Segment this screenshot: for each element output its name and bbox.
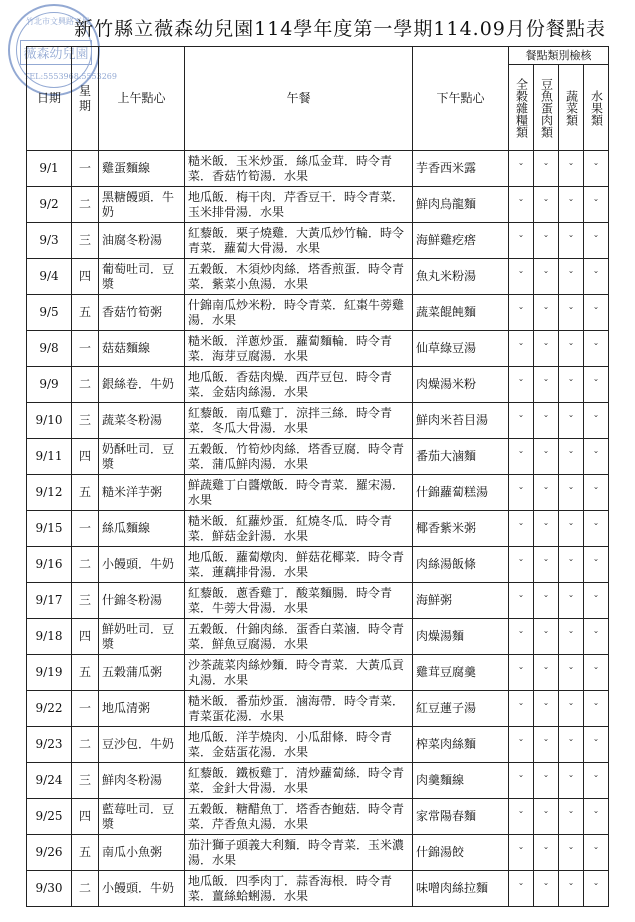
check-mark-protein: ˇ <box>534 511 559 547</box>
row-date: 9/11 <box>27 439 72 475</box>
check-mark-fruit: ˇ <box>584 763 609 799</box>
table-row <box>27 727 609 763</box>
row-lunch: 紅藜飯．鐵板雞丁．清炒蘿蔔絲．時令青菜．金針大骨湯．水果 <box>185 763 413 799</box>
row-pm-snack: 肉燥湯米粉 <box>413 367 509 403</box>
header-check-fruit: 水果類 <box>584 65 609 151</box>
check-mark-vegetable: ˇ <box>559 763 584 799</box>
check-mark-protein: ˇ <box>534 367 559 403</box>
row-date: 9/22 <box>27 691 72 727</box>
row-lunch: 紅藜飯．南瓜雞丁．涼拌三絲．時令青菜．冬瓜大骨湯．水果 <box>185 403 413 439</box>
check-mark-vegetable: ˇ <box>559 151 584 187</box>
row-weekday: 四 <box>72 439 99 475</box>
check-mark-vegetable: ˇ <box>559 619 584 655</box>
table-row <box>27 871 609 907</box>
check-mark-fruit: ˇ <box>584 295 609 331</box>
row-am-snack: 奶酥吐司．豆漿 <box>99 439 185 475</box>
row-weekday: 二 <box>72 547 99 583</box>
row-am-snack: 地瓜清粥 <box>99 691 185 727</box>
row-weekday: 三 <box>72 763 99 799</box>
row-lunch: 茄汁獅子頭義大利麵．時令青菜．玉米濃湯．水果 <box>185 835 413 871</box>
row-am-snack: 黑糖饅頭．牛奶 <box>99 187 185 223</box>
check-mark-vegetable: ˇ <box>559 547 584 583</box>
row-lunch: 糙米飯．番茄炒蛋．滷海帶．時令青菜．青菜蛋花湯．水果 <box>185 691 413 727</box>
row-pm-snack: 椰香紫米粥 <box>413 511 509 547</box>
table-row <box>27 295 609 331</box>
row-lunch: 紅藜飯．蔥香雞丁．酸菜麵腸．時令青菜．牛蒡大骨湯．水果 <box>185 583 413 619</box>
check-mark-fruit: ˇ <box>584 655 609 691</box>
row-pm-snack: 肉燥湯麵 <box>413 619 509 655</box>
check-mark-protein: ˇ <box>534 799 559 835</box>
row-date: 9/26 <box>27 835 72 871</box>
row-pm-snack: 海鮮粥 <box>413 583 509 619</box>
row-am-snack: 南瓜小魚粥 <box>99 835 185 871</box>
table-row <box>27 439 609 475</box>
row-lunch: 地瓜飯．四季肉丁．蒜香海根．時令青菜．薑絲蛤蜊湯．水果 <box>185 871 413 907</box>
row-pm-snack: 什錦蘿蔔糕湯 <box>413 475 509 511</box>
check-mark-protein: ˇ <box>534 331 559 367</box>
check-mark-fruit: ˇ <box>584 223 609 259</box>
header-pm-snack: 下午點心 <box>413 47 509 151</box>
header-date: 日期 <box>27 47 72 151</box>
row-am-snack: 豆沙包．牛奶 <box>99 727 185 763</box>
check-mark-grains: ˇ <box>509 295 534 331</box>
table-row <box>27 619 609 655</box>
check-mark-grains: ˇ <box>509 439 534 475</box>
check-mark-protein: ˇ <box>534 151 559 187</box>
check-mark-protein: ˇ <box>534 691 559 727</box>
row-am-snack: 香菇竹筍粥 <box>99 295 185 331</box>
row-date: 9/1 <box>27 151 72 187</box>
check-mark-protein: ˇ <box>534 439 559 475</box>
check-mark-protein: ˇ <box>534 187 559 223</box>
row-date: 9/17 <box>27 583 72 619</box>
check-mark-fruit: ˇ <box>584 439 609 475</box>
row-weekday: 三 <box>72 583 99 619</box>
check-mark-grains: ˇ <box>509 763 534 799</box>
header-check-grains: 全穀雜糧類 <box>509 65 534 151</box>
check-mark-vegetable: ˇ <box>559 511 584 547</box>
row-lunch: 五穀飯．糖醋魚丁．塔香杏鮑菇．時令青菜．芹香魚丸湯．水果 <box>185 799 413 835</box>
row-pm-snack: 仙草綠豆湯 <box>413 331 509 367</box>
table-row <box>27 691 609 727</box>
check-mark-grains: ˇ <box>509 475 534 511</box>
row-weekday: 三 <box>72 403 99 439</box>
header-weekday: 星期 <box>72 47 99 151</box>
table-row <box>27 151 609 187</box>
row-am-snack: 雞蛋麵線 <box>99 151 185 187</box>
table-row <box>27 799 609 835</box>
table-row <box>27 259 609 295</box>
check-mark-fruit: ˇ <box>584 727 609 763</box>
check-mark-grains: ˇ <box>509 835 534 871</box>
row-weekday: 五 <box>72 835 99 871</box>
check-mark-vegetable: ˇ <box>559 655 584 691</box>
check-mark-grains: ˇ <box>509 511 534 547</box>
check-mark-grains: ˇ <box>509 871 534 907</box>
page-title: 新竹縣立薇森幼兒園114學年度第一學期114.09月份餐點表 <box>74 18 606 40</box>
check-mark-grains: ˇ <box>509 367 534 403</box>
check-mark-vegetable: ˇ <box>559 871 584 907</box>
row-weekday: 一 <box>72 691 99 727</box>
row-pm-snack: 紅豆蓮子湯 <box>413 691 509 727</box>
table-row <box>27 331 609 367</box>
check-mark-protein: ˇ <box>534 763 559 799</box>
table-row <box>27 547 609 583</box>
table-row <box>27 475 609 511</box>
row-pm-snack: 番茄大滷麵 <box>413 439 509 475</box>
check-mark-protein: ˇ <box>534 727 559 763</box>
row-pm-snack: 海鮮雞疙瘩 <box>413 223 509 259</box>
header-am-snack: 上午點心 <box>99 47 185 151</box>
table-row <box>27 367 609 403</box>
check-mark-vegetable: ˇ <box>559 835 584 871</box>
row-date: 9/19 <box>27 655 72 691</box>
row-am-snack: 什錦冬粉湯 <box>99 583 185 619</box>
check-mark-vegetable: ˇ <box>559 295 584 331</box>
check-mark-protein: ˇ <box>534 619 559 655</box>
check-mark-fruit: ˇ <box>584 331 609 367</box>
check-mark-grains: ˇ <box>509 151 534 187</box>
check-mark-vegetable: ˇ <box>559 187 584 223</box>
check-mark-vegetable: ˇ <box>559 583 584 619</box>
check-mark-fruit: ˇ <box>584 871 609 907</box>
row-pm-snack: 肉絲湯飯條 <box>413 547 509 583</box>
row-weekday: 二 <box>72 871 99 907</box>
row-am-snack: 鮮肉冬粉湯 <box>99 763 185 799</box>
check-mark-fruit: ˇ <box>584 799 609 835</box>
row-date: 9/12 <box>27 475 72 511</box>
row-lunch: 地瓜飯．洋芋燒肉．小瓜甜條．時令青菜．金菇蛋花湯．水果 <box>185 727 413 763</box>
check-mark-grains: ˇ <box>509 187 534 223</box>
row-weekday: 五 <box>72 295 99 331</box>
check-mark-protein: ˇ <box>534 259 559 295</box>
row-pm-snack: 魚丸米粉湯 <box>413 259 509 295</box>
check-mark-vegetable: ˇ <box>559 331 584 367</box>
row-am-snack: 油腐冬粉湯 <box>99 223 185 259</box>
check-mark-vegetable: ˇ <box>559 727 584 763</box>
check-mark-grains: ˇ <box>509 403 534 439</box>
row-weekday: 一 <box>72 151 99 187</box>
row-lunch: 糙米飯．玉米炒蛋．絲瓜金茸．時令青菜．香菇竹筍湯．水果 <box>185 151 413 187</box>
check-mark-protein: ˇ <box>534 871 559 907</box>
check-mark-fruit: ˇ <box>584 547 609 583</box>
row-lunch: 地瓜飯．梅干肉．芹香豆干．時令青菜．玉米排骨湯．水果 <box>185 187 413 223</box>
row-date: 9/9 <box>27 367 72 403</box>
table-row <box>27 187 609 223</box>
table-row <box>27 763 609 799</box>
check-mark-fruit: ˇ <box>584 475 609 511</box>
row-weekday: 二 <box>72 367 99 403</box>
check-mark-fruit: ˇ <box>584 511 609 547</box>
row-weekday: 一 <box>72 331 99 367</box>
check-mark-protein: ˇ <box>534 835 559 871</box>
row-am-snack: 蔬菜冬粉湯 <box>99 403 185 439</box>
row-lunch: 地瓜飯．蘿蔔燉肉．鮮菇花椰菜．時令青菜．蓮藕排骨湯．水果 <box>185 547 413 583</box>
row-weekday: 二 <box>72 187 99 223</box>
table-row <box>27 223 609 259</box>
row-date: 9/4 <box>27 259 72 295</box>
check-mark-vegetable: ˇ <box>559 475 584 511</box>
header-check-vegetable: 蔬菜類 <box>559 65 584 151</box>
row-date: 9/24 <box>27 763 72 799</box>
row-am-snack: 葡萄吐司．豆漿 <box>99 259 185 295</box>
check-mark-protein: ˇ <box>534 547 559 583</box>
row-lunch: 糙米飯．洋蔥炒蛋．蘿蔔麵輪．時令青菜．海芽豆腐湯．水果 <box>185 331 413 367</box>
row-am-snack: 菇菇麵線 <box>99 331 185 367</box>
row-weekday: 四 <box>72 619 99 655</box>
row-am-snack: 糙米洋芋粥 <box>99 475 185 511</box>
row-date: 9/16 <box>27 547 72 583</box>
check-mark-grains: ˇ <box>509 691 534 727</box>
row-date: 9/10 <box>27 403 72 439</box>
row-am-snack: 藍莓吐司．豆漿 <box>99 799 185 835</box>
check-mark-protein: ˇ <box>534 295 559 331</box>
row-date: 9/15 <box>27 511 72 547</box>
check-mark-grains: ˇ <box>509 259 534 295</box>
check-mark-vegetable: ˇ <box>559 691 584 727</box>
row-weekday: 四 <box>72 799 99 835</box>
seal-school-name: 薇森幼兒園 <box>20 40 92 65</box>
check-mark-protein: ˇ <box>534 223 559 259</box>
check-mark-grains: ˇ <box>509 727 534 763</box>
row-pm-snack: 榨菜肉絲麵 <box>413 727 509 763</box>
row-pm-snack: 雞茸豆腐羹 <box>413 655 509 691</box>
row-weekday: 四 <box>72 259 99 295</box>
row-pm-snack: 鮮肉烏龍麵 <box>413 187 509 223</box>
check-mark-fruit: ˇ <box>584 367 609 403</box>
table-row <box>27 403 609 439</box>
row-pm-snack: 鮮肉米苔目湯 <box>413 403 509 439</box>
check-mark-vegetable: ˇ <box>559 367 584 403</box>
check-mark-fruit: ˇ <box>584 619 609 655</box>
check-mark-vegetable: ˇ <box>559 259 584 295</box>
row-weekday: 三 <box>72 223 99 259</box>
table-row <box>27 511 609 547</box>
row-lunch: 鮮蔬雞丁白醬燉飯．時令青菜．羅宋湯．水果 <box>185 475 413 511</box>
check-mark-protein: ˇ <box>534 403 559 439</box>
row-lunch: 沙茶蔬菜肉絲炒麵．時令青菜．大黃瓜貢丸湯．水果 <box>185 655 413 691</box>
row-date: 9/2 <box>27 187 72 223</box>
row-lunch: 地瓜飯．香菇肉燥．西芹豆包．時令青菜．金菇肉絲湯．水果 <box>185 367 413 403</box>
row-date: 9/8 <box>27 331 72 367</box>
row-weekday: 二 <box>72 727 99 763</box>
check-mark-fruit: ˇ <box>584 403 609 439</box>
table-row <box>27 655 609 691</box>
meal-schedule-table <box>26 46 609 907</box>
check-mark-fruit: ˇ <box>584 151 609 187</box>
check-mark-grains: ˇ <box>509 799 534 835</box>
row-pm-snack: 家常陽春麵 <box>413 799 509 835</box>
row-weekday: 五 <box>72 655 99 691</box>
check-mark-fruit: ˇ <box>584 187 609 223</box>
check-mark-vegetable: ˇ <box>559 403 584 439</box>
check-mark-fruit: ˇ <box>584 835 609 871</box>
row-am-snack: 鮮奶吐司．豆漿 <box>99 619 185 655</box>
row-pm-snack: 蔬菜餛飩麵 <box>413 295 509 331</box>
row-pm-snack: 味噌肉絲拉麵 <box>413 871 509 907</box>
row-pm-snack: 芋香西米露 <box>413 151 509 187</box>
check-mark-grains: ˇ <box>509 547 534 583</box>
row-date: 9/3 <box>27 223 72 259</box>
row-am-snack: 小饅頭．牛奶 <box>99 871 185 907</box>
row-date: 9/23 <box>27 727 72 763</box>
row-date: 9/25 <box>27 799 72 835</box>
row-am-snack: 五穀蒲瓜粥 <box>99 655 185 691</box>
seal-address: 竹北市文興路五段 <box>26 17 90 26</box>
row-am-snack: 小饅頭．牛奶 <box>99 547 185 583</box>
row-date: 9/5 <box>27 295 72 331</box>
check-mark-grains: ˇ <box>509 619 534 655</box>
check-mark-protein: ˇ <box>534 655 559 691</box>
row-weekday: 五 <box>72 475 99 511</box>
check-mark-protein: ˇ <box>534 475 559 511</box>
row-pm-snack: 什錦湯餃 <box>413 835 509 871</box>
row-am-snack: 絲瓜麵線 <box>99 511 185 547</box>
check-mark-fruit: ˇ <box>584 583 609 619</box>
check-mark-fruit: ˇ <box>584 691 609 727</box>
row-lunch: 糙米飯．紅蘿炒蛋．紅燒冬瓜．時令青菜．鮮菇金針湯．水果 <box>185 511 413 547</box>
row-weekday: 一 <box>72 511 99 547</box>
row-am-snack: 銀絲卷．牛奶 <box>99 367 185 403</box>
check-mark-vegetable: ˇ <box>559 439 584 475</box>
table-row <box>27 583 609 619</box>
row-lunch: 五穀飯．什錦肉絲．蛋香白菜滷．時令青菜．鮮魚豆腐湯．水果 <box>185 619 413 655</box>
header-lunch: 午餐 <box>185 47 413 151</box>
row-lunch: 五穀飯．竹筍炒肉絲．塔香豆腐．時令青菜．蒲瓜鮮肉湯．水果 <box>185 439 413 475</box>
header-check-group: 餐點類別檢核 <box>509 47 609 65</box>
table-row <box>27 835 609 871</box>
check-mark-grains: ˇ <box>509 331 534 367</box>
check-mark-grains: ˇ <box>509 583 534 619</box>
check-mark-grains: ˇ <box>509 223 534 259</box>
row-date: 9/18 <box>27 619 72 655</box>
row-lunch: 五穀飯．木須炒肉絲．塔香煎蛋．時令青菜．紫菜小魚湯．水果 <box>185 259 413 295</box>
check-mark-fruit: ˇ <box>584 259 609 295</box>
check-mark-vegetable: ˇ <box>559 223 584 259</box>
row-date: 9/30 <box>27 871 72 907</box>
seal-phone: TEL:5553968.5553269 <box>24 72 117 81</box>
row-lunch: 什錦南瓜炒米粉．時令青菜．紅棗牛蒡雞湯．水果 <box>185 295 413 331</box>
row-lunch: 紅藜飯．栗子燒雞．大黃瓜炒竹輪．時令青菜．蘿蔔大骨湯．水果 <box>185 223 413 259</box>
row-pm-snack: 肉羹麵線 <box>413 763 509 799</box>
header-check-protein: 豆魚蛋肉類 <box>534 65 559 151</box>
check-mark-protein: ˇ <box>534 583 559 619</box>
check-mark-vegetable: ˇ <box>559 799 584 835</box>
check-mark-grains: ˇ <box>509 655 534 691</box>
